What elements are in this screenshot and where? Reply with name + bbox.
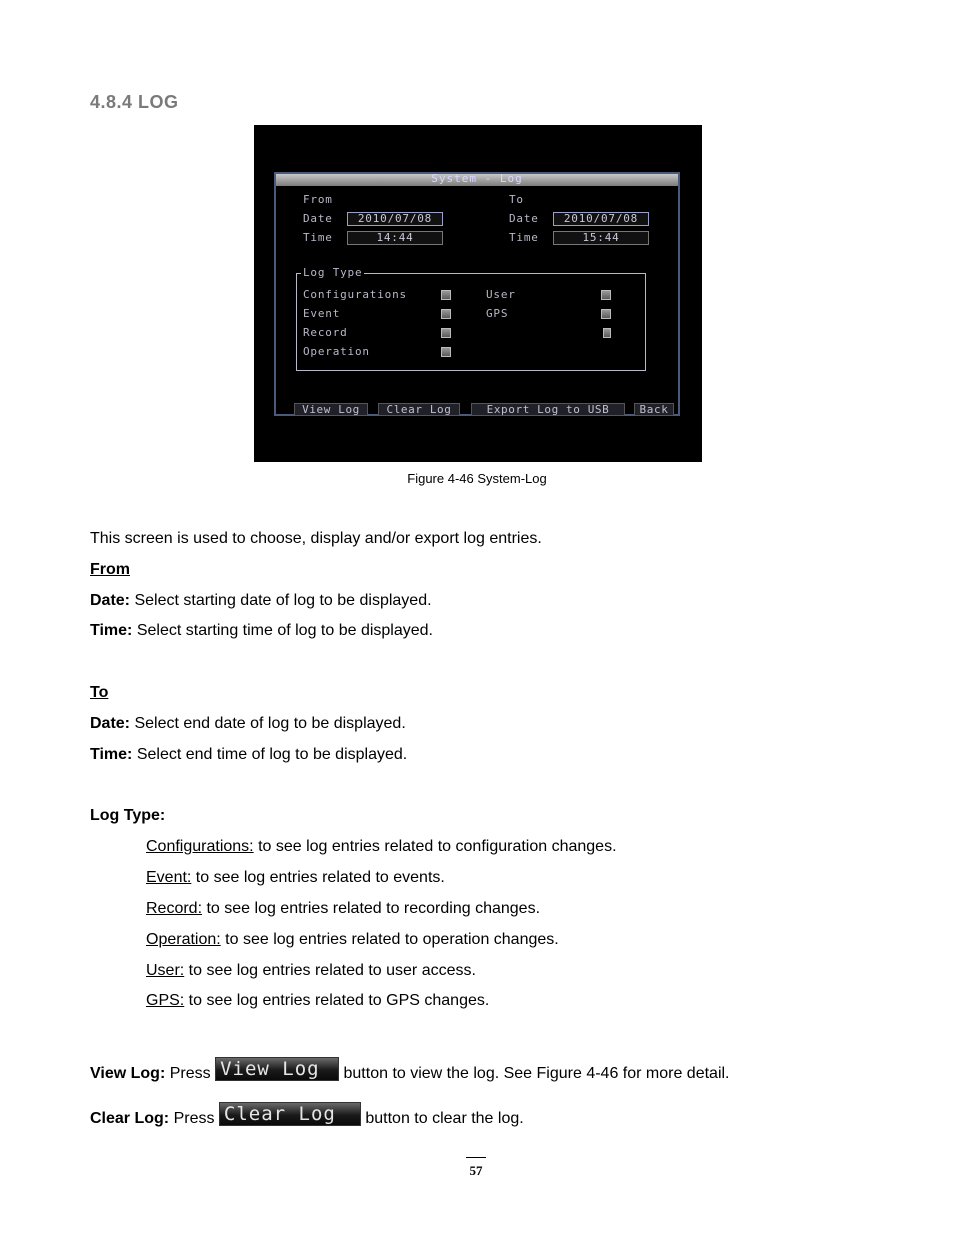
- to-date-label: Date: [509, 212, 539, 225]
- to-date-term: Date:: [90, 715, 131, 732]
- log-type-desc: to see log entries related to GPS changes.: [184, 992, 490, 1009]
- view-log-line: [90, 1058, 730, 1086]
- clear-log-term: Clear Log:: [90, 1110, 170, 1128]
- dvr-screenshot: [254, 125, 702, 462]
- log-type-term: Event:: [146, 869, 192, 886]
- type-user-label: User: [486, 288, 516, 301]
- clear-log-line: [90, 1103, 524, 1131]
- from-time-line: [90, 621, 433, 641]
- list-item: [146, 961, 476, 981]
- page-number: 57: [466, 1157, 486, 1179]
- from-time-label: Time: [303, 231, 333, 244]
- clear-log-button[interactable]: Clear Log: [378, 403, 460, 416]
- type-gps-checkbox[interactable]: [601, 309, 611, 319]
- list-item: [146, 899, 540, 919]
- list-item: [146, 868, 445, 888]
- type-user-checkbox[interactable]: [601, 290, 611, 300]
- log-type-desc: to see log entries related to configuration changes.: [253, 838, 617, 855]
- from-time-desc: Select starting time of log to be displayed.: [132, 622, 433, 639]
- log-type-group: [296, 266, 646, 371]
- list-item: [146, 930, 559, 950]
- view-log-button[interactable]: View Log: [294, 403, 368, 416]
- back-button[interactable]: Back: [634, 403, 674, 416]
- to-date-field[interactable]: 2010/07/08: [553, 212, 649, 226]
- log-type-term: Configurations:: [146, 838, 254, 855]
- view-log-press: Press: [165, 1065, 216, 1083]
- log-type-term: Operation:: [146, 931, 221, 948]
- type-extra-checkbox[interactable]: [603, 328, 611, 338]
- type-operation-label: Operation: [303, 345, 370, 358]
- to-time-field[interactable]: 15:44: [553, 231, 649, 245]
- from-date-field[interactable]: 2010/07/08: [347, 212, 443, 226]
- to-time-desc: Select end time of log to be displayed.: [132, 746, 408, 763]
- type-gps-label: GPS: [486, 307, 509, 320]
- from-heading: From: [90, 561, 130, 578]
- type-record-label: Record: [303, 326, 348, 339]
- type-operation-checkbox[interactable]: [441, 347, 451, 357]
- to-time-label: Time: [509, 231, 539, 244]
- from-time-term: Time:: [90, 622, 133, 639]
- view-log-term: View Log:: [90, 1065, 166, 1083]
- log-type-term: User:: [146, 962, 185, 979]
- from-date-term: Date:: [90, 592, 131, 609]
- list-item: [146, 837, 617, 857]
- from-date-desc: Select starting date of log to be displayed.: [130, 592, 432, 609]
- system-log-dialog: [274, 172, 680, 416]
- dialog-titlebar: [276, 174, 678, 186]
- to-time-line: [90, 745, 407, 765]
- figure-caption: Figure 4-46 System-Log: [407, 471, 547, 486]
- type-configurations-label: Configurations: [303, 288, 407, 301]
- clear-log-button-image: Clear Log: [219, 1102, 361, 1126]
- from-label: From: [303, 193, 333, 206]
- intro-paragraph: This screen is used to choose, display and/or export log entries.: [90, 530, 542, 547]
- export-log-usb-button[interactable]: Export Log to USB: [471, 403, 625, 416]
- log-type-desc: to see log entries related to recording changes.: [202, 900, 541, 917]
- from-date-label: Date: [303, 212, 333, 225]
- type-event-checkbox[interactable]: [441, 309, 451, 319]
- log-type-desc: to see log entries related to operation changes.: [220, 931, 559, 948]
- log-type-desc: to see log entries related to user access.: [184, 962, 476, 979]
- to-date-line: [90, 714, 406, 734]
- view-log-desc: button to view the log. See Figure 4-46 for more detail.: [339, 1065, 730, 1083]
- section-heading: 4.8.4 LOG: [90, 92, 179, 112]
- log-type-desc: to see log entries related to events.: [191, 869, 445, 886]
- log-type-title: Log Type: [303, 266, 363, 279]
- clear-log-press: Press: [169, 1110, 219, 1128]
- from-time-field[interactable]: 14:44: [347, 231, 443, 245]
- view-log-button-image: View Log: [215, 1057, 339, 1081]
- type-event-label: Event: [303, 307, 341, 320]
- to-time-term: Time:: [90, 746, 133, 763]
- dialog-title: System - Log: [431, 172, 523, 185]
- type-configurations-checkbox[interactable]: [441, 290, 451, 300]
- type-record-checkbox[interactable]: [441, 328, 451, 338]
- to-label: To: [509, 193, 524, 206]
- log-type-term: Record:: [146, 900, 203, 917]
- to-heading: To: [90, 684, 109, 701]
- clear-log-desc: button to clear the log.: [360, 1110, 524, 1128]
- list-item: [146, 991, 489, 1011]
- to-date-desc: Select end date of log to be displayed.: [130, 715, 406, 732]
- log-type-heading: Log Type:: [90, 807, 166, 824]
- from-date-line: [90, 591, 432, 611]
- log-type-term: GPS:: [146, 992, 185, 1009]
